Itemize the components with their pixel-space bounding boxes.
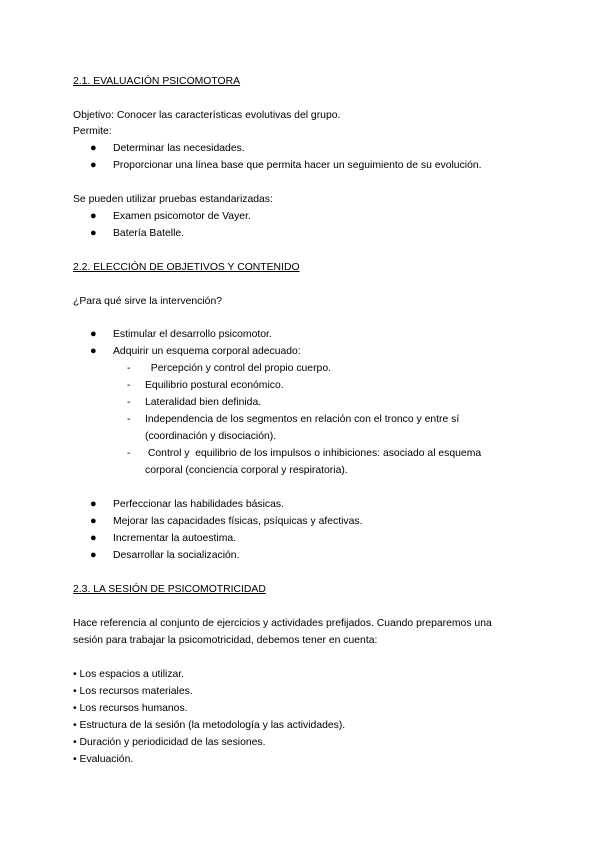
bullet-icon: ● <box>90 142 97 154</box>
list-item: • Estructura de la sesión (la metodología y las actividades). <box>73 720 346 731</box>
bullet-icon: ● <box>90 159 97 171</box>
list-item: Desarrollar la socialización. <box>113 550 240 561</box>
list-item: Perfeccionar las habilidades básicas. <box>113 499 284 510</box>
section-heading-2-2: 2.2. ELECCIÓN DE OBJETIVOS Y CONTENIDO <box>73 262 300 273</box>
dash-icon: - <box>127 448 131 459</box>
list-item: Determinar las necesidades. <box>113 143 245 154</box>
permite-label: Permite: <box>73 126 112 137</box>
list-item: Incrementar la autoestima. <box>113 533 237 544</box>
list-item: • Evaluación. <box>73 754 134 765</box>
bullet-icon: ● <box>90 549 97 561</box>
intro-text: sesión para trabajar la psicomotricidad, debemos tener en cuenta: <box>73 635 378 646</box>
sub-list-item-continuation: corporal (conciencia corporal y respiratoria). <box>145 465 348 476</box>
section-heading-2-3: 2.3. LA SESIÓN DE PSICOMOTRICIDAD <box>73 584 266 595</box>
sub-list-item: Lateralidad bien definida. <box>145 397 262 408</box>
sub-list-item-continuation: (coordinación y disociación). <box>145 431 277 442</box>
dash-icon: - <box>127 380 131 391</box>
intro-text: Hace referencia al conjunto de ejercicios y actividades prefijados. Cuando preparemos una <box>73 618 492 629</box>
sub-list-item: Percepción y control del propio cuerpo. <box>145 363 331 374</box>
dash-icon: - <box>127 397 131 408</box>
bullet-icon: ● <box>90 498 97 510</box>
list-item: Examen psicomotor de Vayer. <box>113 211 251 222</box>
list-item: Batería Batelle. <box>113 228 185 239</box>
sub-list-item: Equilibrio postural económico. <box>145 380 284 391</box>
list-item: • Los recursos materiales. <box>73 686 193 697</box>
dash-icon: - <box>127 414 131 425</box>
tests-intro: Se pueden utilizar pruebas estandarizadas: <box>73 194 273 205</box>
bullet-icon: ● <box>90 515 97 527</box>
list-item: Proporcionar una línea base que permita hacer un seguimiento de su evolución. <box>113 160 482 171</box>
list-item: • Los espacios a utilizar. <box>73 669 185 680</box>
list-item: Mejorar las capacidades físicas, psíquicas y afectivas. <box>113 516 363 527</box>
list-item: Adquirir un esquema corporal adecuado: <box>113 346 301 357</box>
sub-list-item: Control y equilibrio de los impulsos o inhibiciones: asociado al esquema <box>145 448 482 459</box>
bullet-icon: ● <box>90 227 97 239</box>
sub-list-item: Independencia de los segmentos en relación con el tronco y entre sí <box>145 414 460 425</box>
question-text: ¿Para qué sirve la intervención? <box>73 296 223 307</box>
list-item: • Los recursos humanos. <box>73 703 188 714</box>
bullet-icon: ● <box>90 345 97 357</box>
list-item: Estimular el desarrollo psicomotor. <box>113 329 272 340</box>
section-heading-2-1: 2.1. EVALUACIÓN PSICOMOTORA <box>73 76 241 87</box>
bullet-icon: ● <box>90 210 97 222</box>
objective-text: Objetivo: Conocer las características evolutivas del grupo. <box>73 110 341 121</box>
list-item: • Duración y periodicidad de las sesiones. <box>73 737 266 748</box>
bullet-icon: ● <box>90 328 97 340</box>
dash-icon: - <box>127 363 131 374</box>
bullet-icon: ● <box>90 532 97 544</box>
